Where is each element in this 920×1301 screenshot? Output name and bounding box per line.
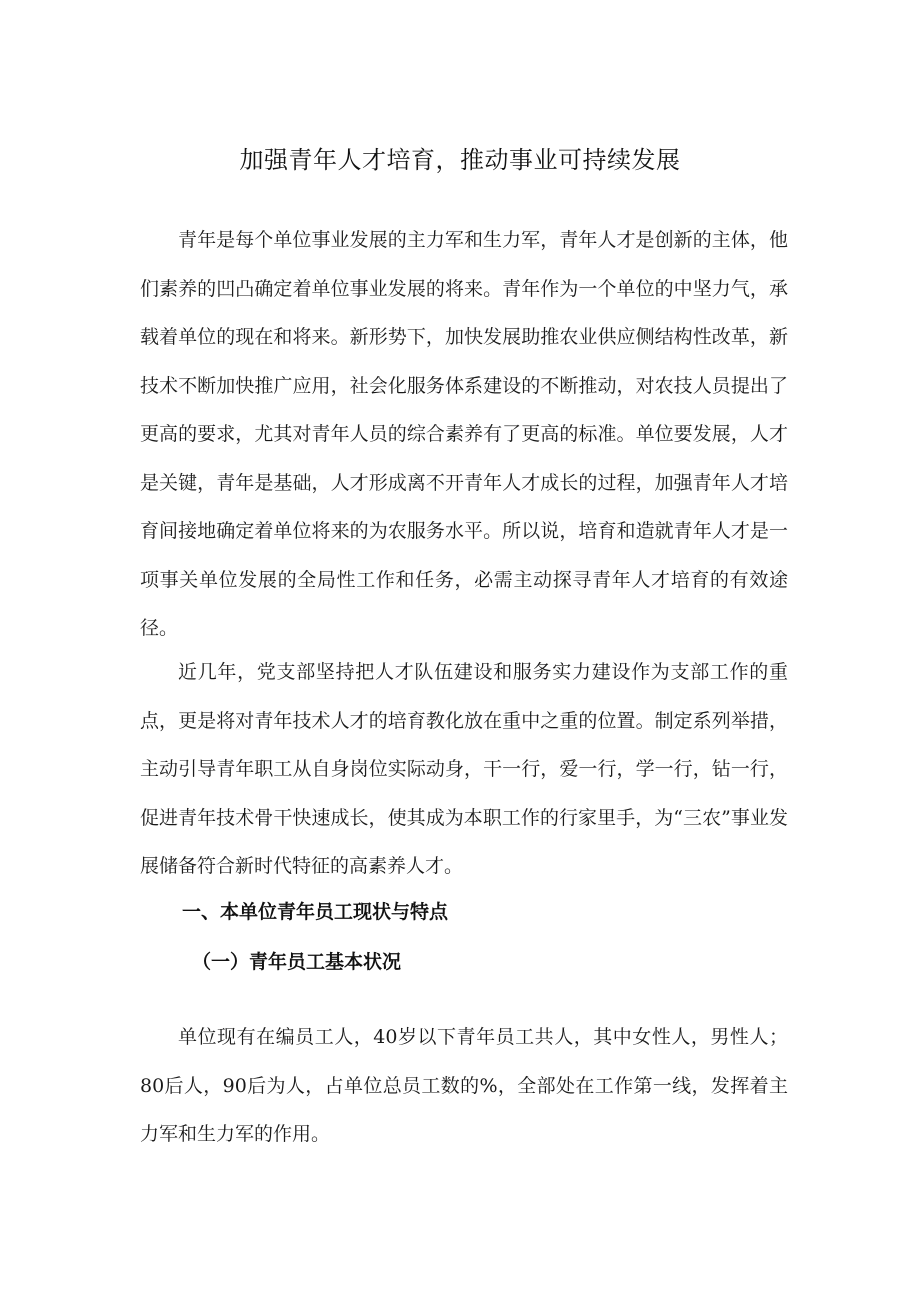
paragraph-1-block — [140, 216, 788, 653]
subsection-heading-1: （一）青年员工基本状况 — [192, 951, 402, 973]
paragraph-1: 青年是每个单位事业发展的主力军和生力军，青年人才是创新的主体，他们素养的凹凸确定着单位事业发展的将来。青年作为一个单位的中坚力气，承载着单位的现在和将来。新形势下，加快发展助推农业供应侧结构性改革，新技术不断加快推广应用，社会化服务体系建设的不断推动，对农技人员提出了更高的要求，尤其对青年人员的综合素养有了更高的标准。单位要发展，人才是关键，青年是基础，人才形成离不开青年人才成长的过程，加强青年人才培育间接地确定着单位将来的为农服务水平。所以说，培育和造就青年人才是一项事关单位发展的全局性工作和任务，必需主动探寻青年人才培育的有效途径。 — [140, 229, 788, 639]
document-title: 加强青年人才培育，推动事业可持续发展 — [239, 146, 681, 174]
paragraph-3-block — [140, 1013, 788, 1159]
paragraph-2-block — [140, 648, 788, 891]
section-heading-1: 一、本单位青年员工现状与特点 — [182, 901, 449, 923]
paragraph-3: 单位现有在编员工人，40岁以下青年员工共人，其中女性人，男性人；80后人，90后为人，占单位总员工数的%，全部处在工作第一线，发挥着主力军和生力军的作用。 — [140, 1026, 788, 1145]
paragraph-2: 近几年，党支部坚持把人才队伍建设和服务实力建设作为支部工作的重点，更是将对青年技术人才的培育教化放在重中之重的位置。制定系列举措，主动引导青年职工从自身岗位实际动身，干一行，爱一行，学一行，钻一行，促进青年技术骨干快速成长，使其成为本职工作的行家里手，为“三农”事业发展储备符合新时代特征的高素养人才。 — [140, 661, 788, 877]
